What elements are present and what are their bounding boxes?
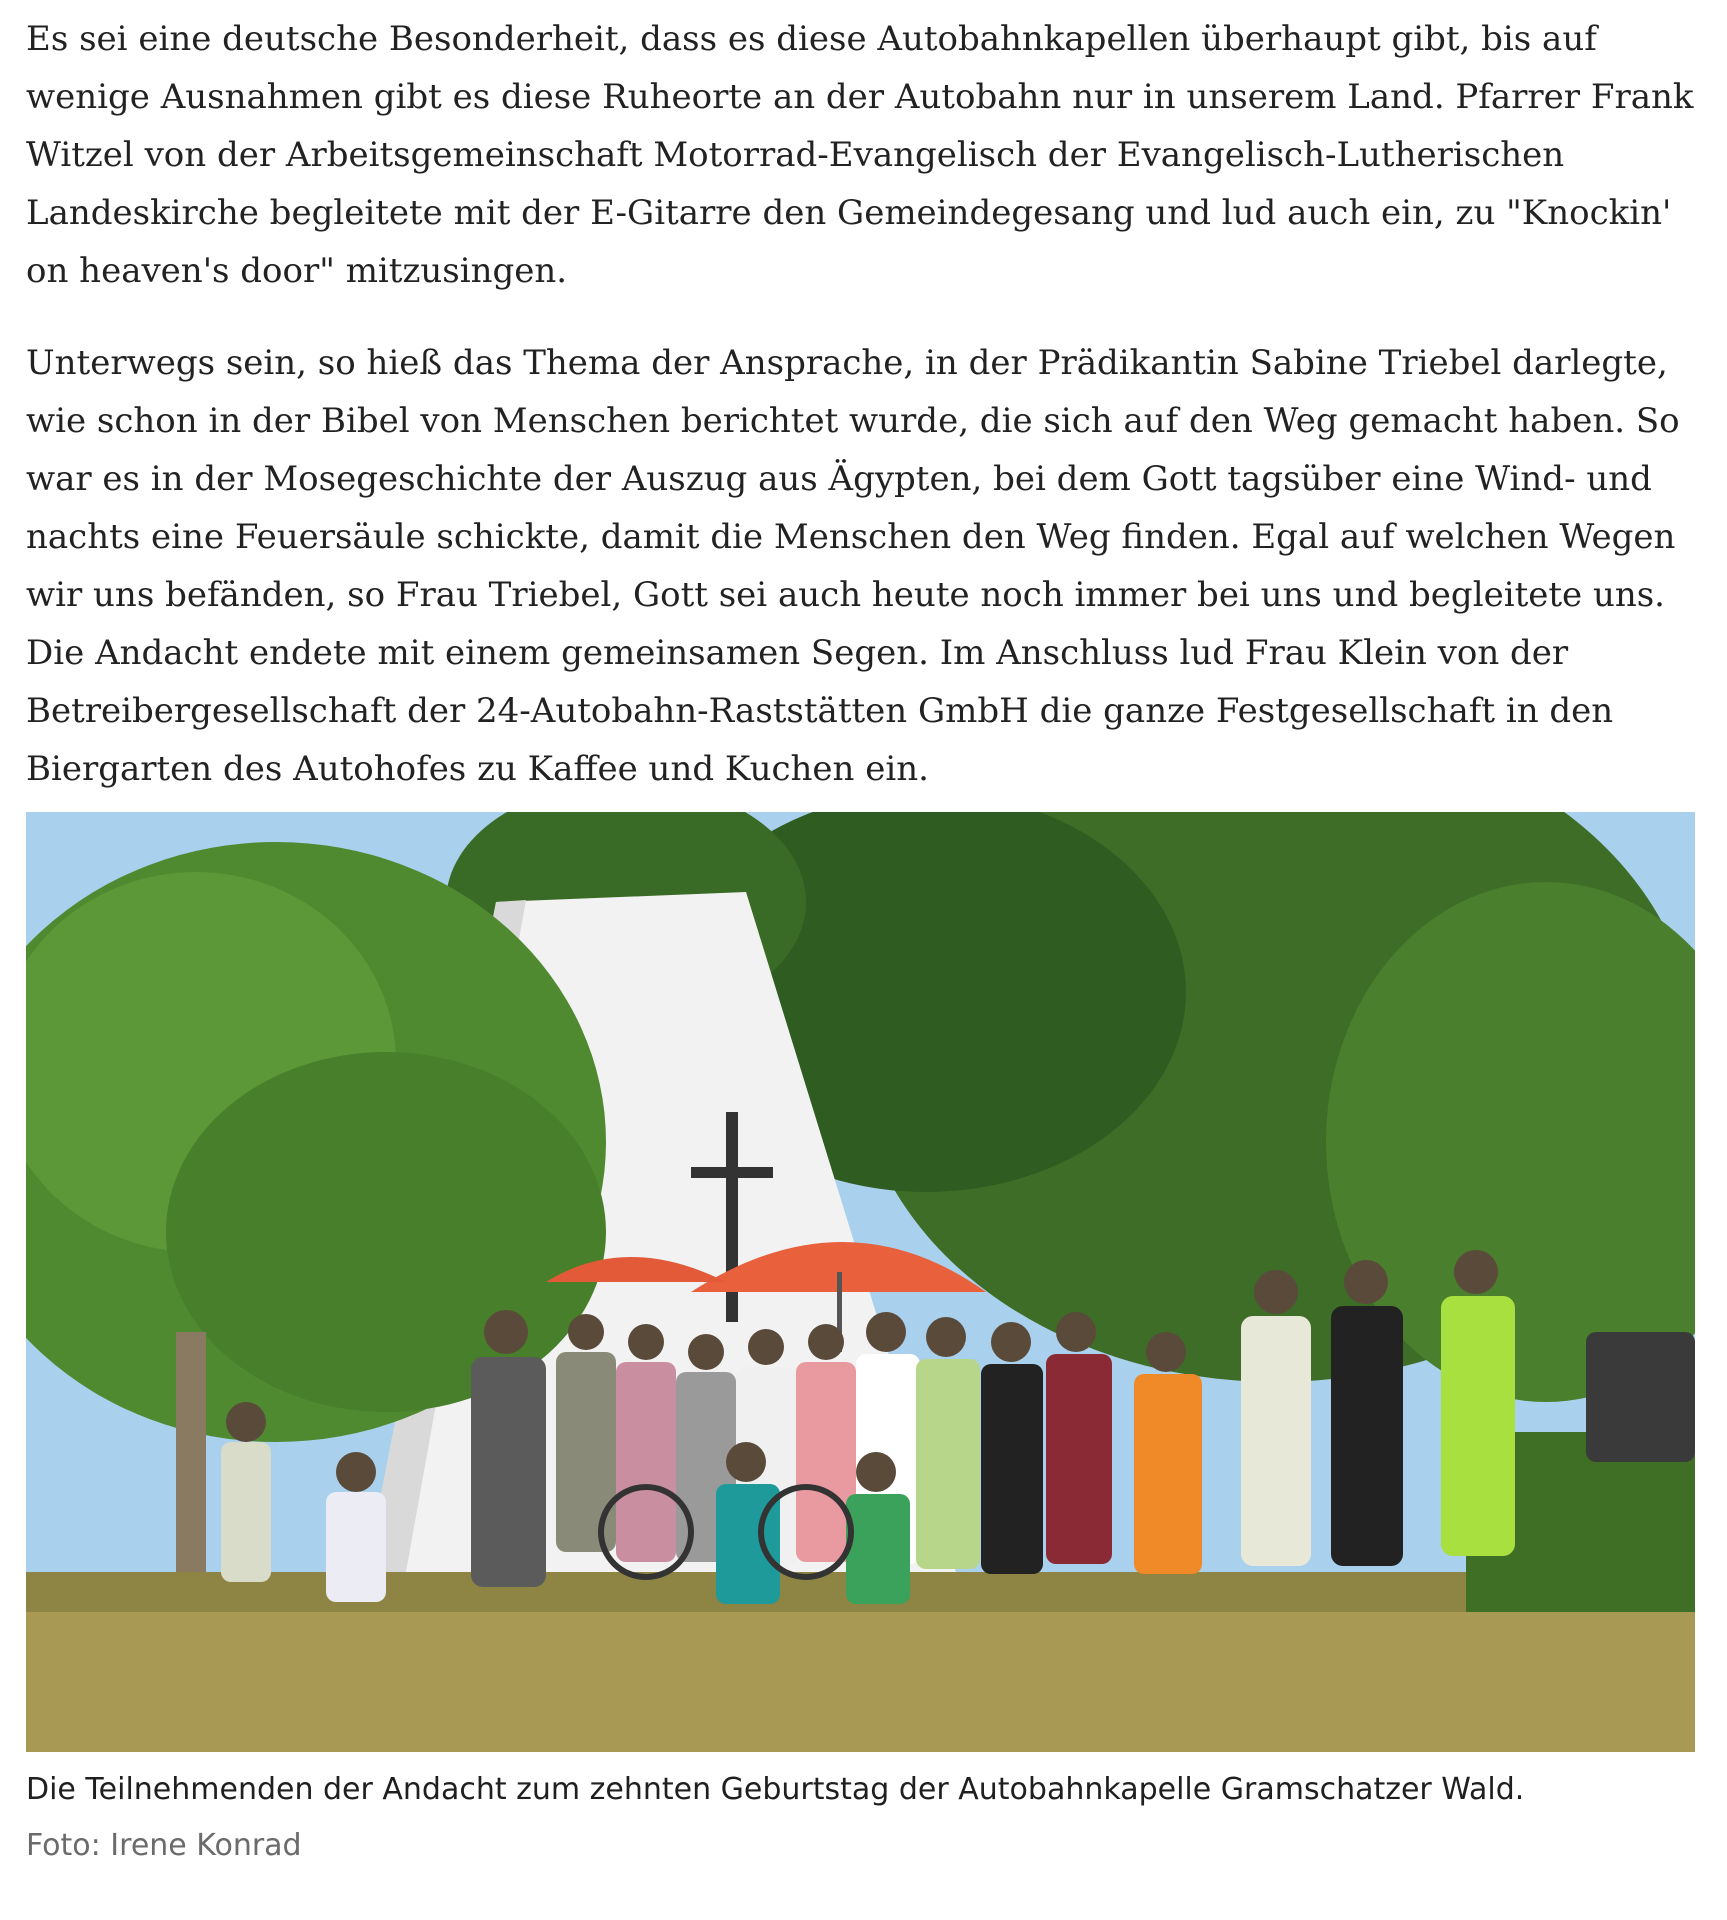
- article-photo: [26, 812, 1695, 1752]
- article-paragraph: Es sei eine deutsche Besonderheit, dass es diese Autobahnkapellen überhaupt gibt, bis auf wenige Ausnahmen gibt es diese Ruheorte an der Autobahn nur in unserem Land. Pfarrer Frank Witzel von der Arbeitsgemeinschaft Motorrad-Evangelisch der Evangelisch-Lutherischen Landeskirche begleitete mit der E-Gitarre den Gemeindegesang und lud auch ein, zu "Knockin' on heaven's door" mitzusingen.: [26, 19, 1694, 291]
- photo-credit: Foto: Irene Konrad: [26, 1828, 302, 1863]
- article-paragraph: Unterwegs sein, so hieß das Thema der Ansprache, in der Prädikantin Sabine Triebel darlegte, wie schon in der Bibel von Menschen berichtet wurde, die sich auf den Weg gemacht haben. So war es in der Mosegeschichte der Auszug aus Ägypten, bei dem Gott tagsüber eine Wind- und nachts eine Feuersäule schickte, damit die Menschen den Weg finden. Egal auf welchen Wegen wir uns befänden, so Frau Triebel, Gott sei auch heute noch immer bei uns und begleitete uns. Die Andacht endete mit einem gemeinsamen Segen. Im Anschluss lud Frau Klein von der Betreibergesellschaft der 24-Autobahn-Raststätten GmbH die ganze Festgesellschaft in den Biergarten des Autohofes zu Kaffee und Kuchen ein.: [26, 343, 1680, 789]
- photo-group-at-chapel: [26, 812, 1695, 1752]
- photo-caption: Die Teilnehmenden der Andacht zum zehnten Geburtstag der Autobahnkapelle Gramschatzer Wald.: [26, 1772, 1525, 1807]
